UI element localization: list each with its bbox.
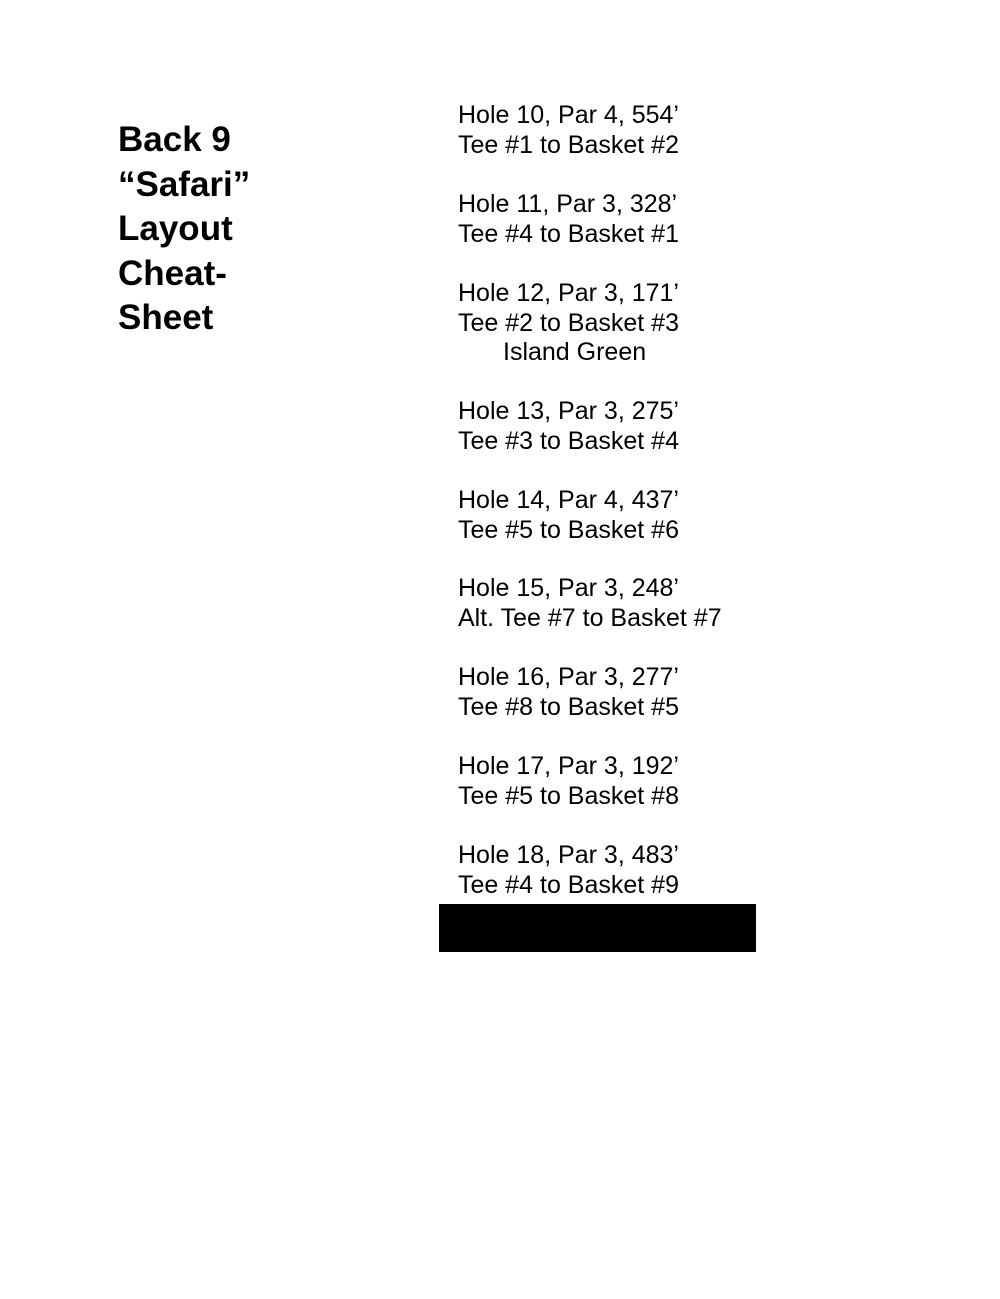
hole-route: Tee #5 to Basket #6 [458,515,679,544]
page-title [118,118,318,341]
hole-10-entry [458,101,778,160]
title-line: Cheat- [118,253,227,293]
hole-12-entry [458,279,778,368]
hole-route: Tee #2 to Basket #3 [458,308,679,337]
hole-heading: Hole 10, Par 4, 554’ [458,101,679,129]
title-line: “Safari” [118,164,251,204]
title-line: Back 9 [118,120,231,159]
hole-heading: Hole 15, Par 3, 248’ [458,574,679,602]
hole-route: Tee #8 to Basket #5 [458,692,679,721]
hole-14-entry [458,486,778,545]
redaction-bar [439,904,756,952]
hole-note: Island Green [503,338,647,367]
hole-heading: Hole 12, Par 3, 171’ [458,279,679,307]
hole-route: Tee #4 to Basket #1 [458,219,679,248]
hole-route: Tee #5 to Basket #8 [458,781,679,810]
hole-heading: Hole 18, Par 3, 483’ [458,841,679,869]
hole-13-entry [458,397,778,456]
hole-11-entry [458,190,778,249]
hole-route: Alt. Tee #7 to Basket #7 [458,603,722,632]
hole-heading: Hole 13, Par 3, 275’ [458,397,679,425]
hole-17-entry [458,752,778,811]
hole-heading: Hole 11, Par 3, 328’ [458,190,678,218]
hole-15-entry [458,574,778,633]
title-line: Layout [118,209,233,248]
hole-16-entry [458,663,778,722]
hole-heading: Hole 17, Par 3, 192’ [458,752,679,780]
hole-route: Tee #1 to Basket #2 [458,130,679,159]
hole-heading: Hole 16, Par 3, 277’ [458,663,679,691]
hole-heading: Hole 14, Par 4, 437’ [458,486,679,514]
title-line: Sheet [118,298,214,337]
hole-route: Tee #3 to Basket #4 [458,426,679,455]
hole-18-entry [458,841,778,900]
hole-route: Tee #4 to Basket #9 [458,870,679,899]
